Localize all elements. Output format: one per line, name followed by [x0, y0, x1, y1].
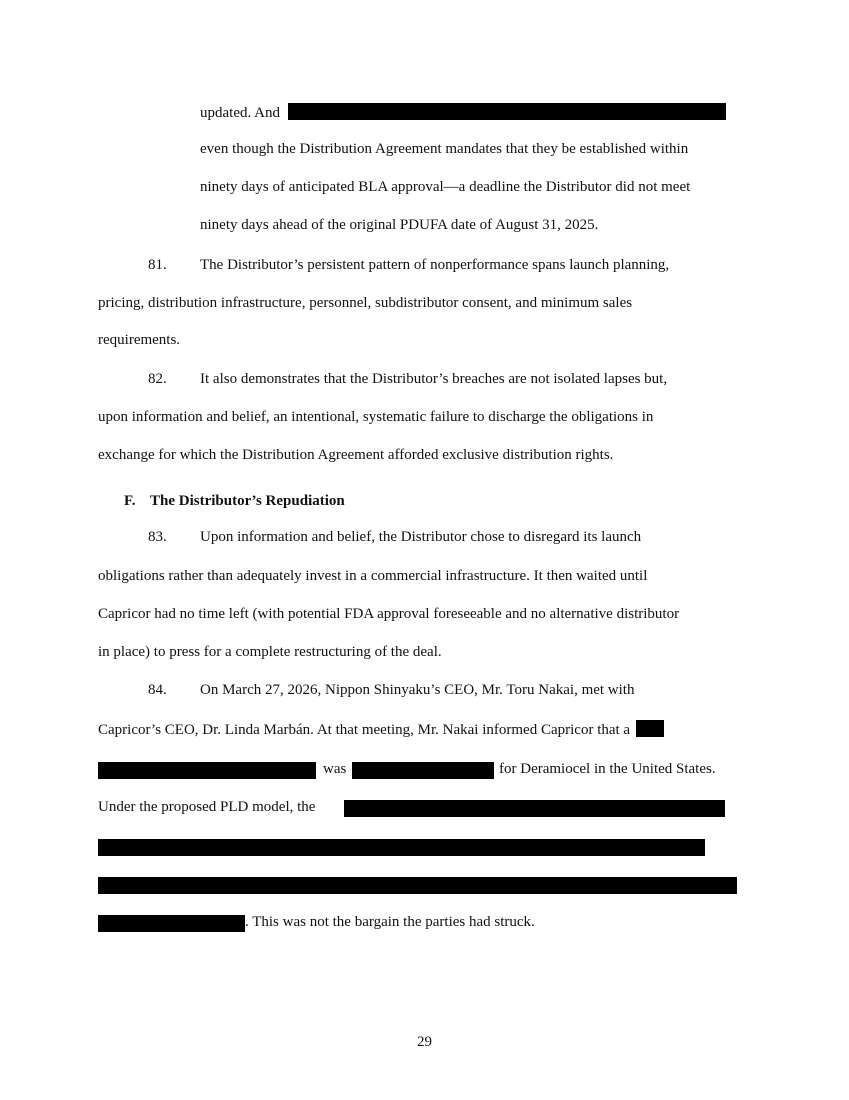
para-84-line-3-end: for Deramiocel in the United States. — [499, 761, 716, 777]
para-84-line-4: Under the proposed PLD model, the — [98, 799, 316, 815]
redaction-bar — [98, 839, 705, 856]
para-83-line-4: in place) to press for a complete restructuring of the deal. — [98, 644, 442, 660]
blockquote-line-1 — [200, 103, 726, 121]
blockquote-line-3: ninety days of anticipated BLA approval—a deadline the Distributor did not meet — [200, 179, 691, 195]
text: Capricor’s CEO, Dr. Linda Marbán. At that meeting, Mr. Nakai informed Capricor that a — [98, 722, 631, 738]
para-81-line-1: The Distributor’s persistent pattern of nonperformance spans launch planning, — [200, 257, 670, 273]
redaction-bar — [288, 103, 726, 120]
para-83-line-2: obligations rather than adequately invest in a commercial infrastructure. It then waited until — [98, 568, 648, 584]
para-84-line-2 — [98, 720, 664, 738]
section-f-title: The Distributor’s Repudiation — [150, 493, 345, 509]
para-83-line-3: Capricor had no time left (with potential FDA approval foreseeable and no alternative distributor — [98, 606, 680, 622]
para-84-line-1: On March 27, 2026, Nippon Shinyaku’s CEO, Mr. Toru Nakai, met with — [200, 682, 635, 698]
section-f-letter: F. — [124, 493, 136, 509]
blockquote-line-4: ninety days ahead of the original PDUFA date of August 31, 2025. — [200, 217, 599, 233]
page-number: 29 — [417, 1034, 432, 1050]
redaction-bar — [352, 762, 494, 779]
para-83-number: 83. — [148, 529, 167, 545]
blockquote-line-2: even though the Distribution Agreement mandates that they be established within — [200, 141, 689, 157]
para-84-line-7-end: . This was not the bargain the parties had struck. — [245, 914, 535, 930]
para-84-number: 84. — [148, 682, 167, 698]
para-81-line-2: pricing, distribution infrastructure, personnel, subdistributor consent, and minimum sales — [98, 295, 633, 311]
redaction-bar — [98, 762, 316, 779]
para-82-line-1: It also demonstrates that the Distributor’s breaches are not isolated lapses but, — [200, 371, 668, 387]
redaction-bar — [98, 915, 245, 932]
para-82-line-2: upon information and belief, an intentional, systematic failure to discharge the obligations in — [98, 409, 654, 425]
para-81-line-3: requirements. — [98, 332, 181, 348]
text: updated. And — [200, 105, 280, 121]
para-82-line-3: exchange for which the Distribution Agreement afforded exclusive distribution rights. — [98, 447, 614, 463]
redaction-bar — [636, 720, 664, 737]
redaction-bar — [98, 877, 737, 894]
redaction-bar — [344, 800, 725, 817]
para-83-line-1: Upon information and belief, the Distributor chose to disregard its launch — [200, 529, 642, 545]
para-81-number: 81. — [148, 257, 167, 273]
para-84-line-3-mid: was — [323, 761, 347, 777]
para-82-number: 82. — [148, 371, 167, 387]
